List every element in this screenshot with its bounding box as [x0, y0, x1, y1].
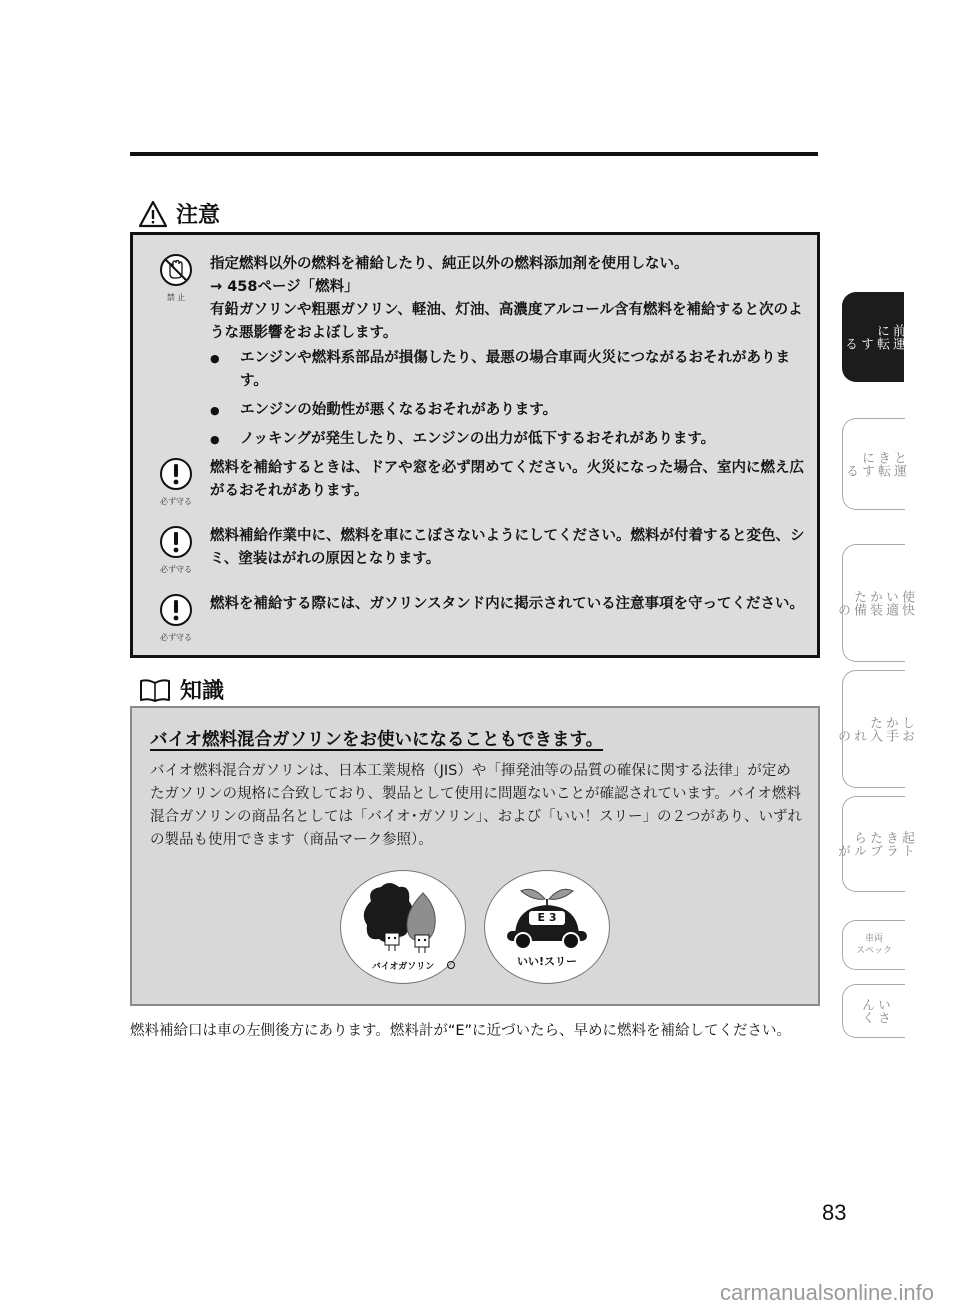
knowledge-heading — [138, 674, 224, 705]
exclamation-icon — [159, 525, 193, 559]
page-number: 83 — [822, 1200, 847, 1225]
bio-gasoline-logo-text: バイオガソリン — [371, 962, 435, 972]
e3-logo-badge: E 3 — [537, 911, 557, 924]
caution-heading — [138, 198, 220, 229]
prohibited-hand-icon — [159, 253, 193, 287]
side-tab-label: と運 き転 にす る — [843, 451, 906, 477]
caution-item-text — [210, 253, 805, 451]
side-tab-label: しお か手 た入 れ の — [835, 716, 914, 742]
side-tab-label: 起ト きラ たブ らル が — [835, 831, 914, 857]
watermark: carmanualsonline.info — [720, 1280, 935, 1305]
caution-heading-text: 注意 — [176, 203, 221, 228]
side-tab-label: 使快 い適 か装 た備 の — [835, 590, 914, 616]
side-tab-label: いさ んく — [859, 998, 890, 1024]
must-icon-wrap — [151, 525, 201, 575]
must-icon-label: 必ず守る — [160, 565, 192, 574]
prohibited-icon-wrap — [151, 253, 201, 303]
side-tab-troubleshooting[interactable] — [835, 796, 914, 892]
side-tab-maintenance[interactable] — [835, 670, 914, 788]
must-icon-wrap — [151, 457, 201, 507]
caution-reference-link[interactable]: → 458ページ「燃料」 — [210, 279, 359, 295]
exclamation-icon — [159, 593, 193, 627]
e3-logo — [484, 870, 610, 984]
e3-logo-text: いい!スリー — [516, 955, 578, 968]
side-tab-comfort-equipment[interactable] — [835, 544, 914, 662]
side-tab-while-driving[interactable] — [842, 418, 905, 510]
caution-item-text: 燃料を補給する際には、ガソリンスタンド内に掲示されている注意事項を守ってください。 — [210, 596, 805, 612]
side-tab-before-driving[interactable] — [842, 292, 904, 382]
knowledge-title: バイオ燃料混合ガソリンをお使いになることもできます。 — [150, 730, 604, 750]
must-icon-wrap — [151, 593, 201, 643]
side-tab-vehicle-specs[interactable] — [842, 920, 905, 970]
caution-item-text: 燃料補給作業中に、燃料を車にこぼさないようにしてください。燃料が付着すると変色、シミ、塗装はがれの原因となります。 — [210, 528, 805, 567]
open-book-icon — [138, 677, 172, 703]
exclamation-icon — [159, 457, 193, 491]
knowledge-box — [130, 706, 820, 1006]
top-rule — [130, 152, 818, 156]
warning-triangle-icon — [138, 200, 168, 228]
caution-line: 指定燃料以外の燃料を補給したり、純正以外の燃料添加剤を使用しない。 — [210, 256, 689, 272]
bio-gasoline-logo — [340, 870, 466, 984]
caution-bullet: ● ノッキングが発生したり、エンジンの出力が低下するおそれがあります。 — [210, 428, 805, 451]
knowledge-heading-text: 知識 — [180, 679, 225, 704]
prohibited-icon-label: 禁 止 — [166, 293, 186, 302]
knowledge-body: バイオ燃料混合ガソリンは、日本工業規格（JIS）や「揮発油等の品質の確保に関する法律」が定めたガソリンの規格に合致しており、製品として使用に問題ないことが確認されています。バイオ燃料混合ガソリンの商品名としては「バイオ･ガソリン」、および「いい！スリー」の２つがあり、いずれの製品も使用できます（商品マーク参照）。 — [150, 763, 803, 848]
caution-bullet: ● エンジンや燃料系部品が損傷したり、最悪の場合車両火災につながるおそれがあります。 — [210, 347, 805, 393]
side-tab-index[interactable] — [842, 984, 905, 1038]
caution-box — [130, 232, 820, 658]
must-icon-label: 必ず守る — [160, 497, 192, 506]
side-tab-label: 車両 スペック — [855, 934, 892, 956]
caution-item-text: 燃料を補給するときは、ドアや窓を必ず閉めてください。火災になった場合、室内に燃え広がるおそれがあります。 — [210, 460, 805, 499]
side-tab-label: 前運 に転 す る — [842, 324, 905, 350]
footer-text: 燃料補給口は車の左側後方にあります。燃料計が“E”に近づいたら、早めに燃料を補給してください。 — [130, 1023, 792, 1039]
caution-bullet: ● エンジンの始動性が悪くなるおそれがあります。 — [210, 399, 805, 422]
caution-line: 有鉛ガソリンや粗悪ガソリン、軽油、灯油、高濃度アルコール含有燃料を補給すると次のような悪影響をおよぼします。 — [210, 302, 803, 341]
must-icon-label: 必ず守る — [160, 633, 192, 642]
